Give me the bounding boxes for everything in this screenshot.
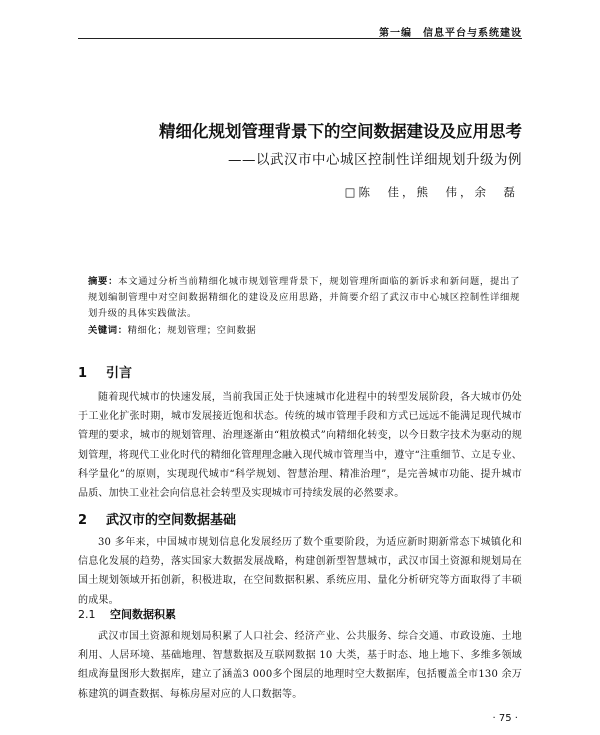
keywords-text: 精细化；规划管理；空间数据	[127, 325, 257, 336]
section-title: 引言	[106, 366, 133, 381]
abstract-label: 摘要：	[88, 276, 119, 287]
section-title: 武汉市的空间数据基础	[106, 513, 237, 528]
section-1-paragraph: 随着现代城市的快速发展，当前我国正处于快速城市化进程中的转型发展阶段，各大城市仍处于工业化扩张时期，城市发展接近饱和状态。传统的城市管理手段和方式已远远不能满足现代城市管理的要求，城市的规划管理、治理逐渐由“粗放模式”向精细化转变，以今日数字技术为驱动的规划管理，将现代工业化时代的精细化管理理念融入现代城市管理当中，遵守“注重细节、立足专业、科学量化”的原则，实现现代城市“科学规划、智慧治理、精准治理”，是完善城市功能、提升城市品质、加快工业社会向信息社会转型及实现城市可持续发展的必然要求。	[78, 392, 522, 500]
section-number: 2	[78, 513, 88, 528]
article-authors: □陈 佳，熊 伟，余 磊	[344, 185, 518, 199]
subsection-2-1-paragraph: 武汉市国土资源和规划局积累了人口社会、经济产业、公共服务、综合交通、市政设施、土地利用、人居环境、基础地理、智慧数据及互联网数据 10 大类，基于时态、地上地下、多维多领域组成海量图形大数据库，建立了涵盖3 000多个图层的地理时空大数据库，包括覆盖全市130 余万栋建筑的调查数据、每栋房屋对应的人口数据等。	[78, 631, 522, 700]
keywords	[88, 322, 256, 336]
article-title: 精细化规划管理背景下的空间数据建设及应用思考	[159, 122, 522, 141]
subsection-heading-2-1	[78, 606, 176, 622]
keywords-label: 关键词：	[88, 325, 128, 336]
section-heading-1	[78, 362, 132, 381]
article-subtitle: ——以武汉市中心城区控制性详细规划升级为例	[228, 152, 522, 168]
abstract	[88, 274, 520, 322]
page-number: · 75 ·	[492, 713, 518, 724]
subsection-number: 2.1	[78, 608, 96, 621]
section-2-paragraph: 30 多年来，中国城市规划信息化发展经历了数个重要阶段，为适应新时期新常态下城镇化和信息化发展的趋势，落实国家大数据发展战略，构建创新型智慧城市，武汉市国土资源和规划局在国土规划领域开拓创新，积极进取，在空间数据积累、系统应用、量化分析研究等方面取得了丰硕的成果。	[78, 537, 522, 606]
abstract-text: 本文通过分析当前精细化城市规划管理背景下，规划管理所面临的新诉求和新问题，提出了规划编制管理中对空间数据精细化的建设及应用思路，并简要介绍了武汉市中心城区控制性详细规划升级的具体实践做法。	[88, 276, 520, 319]
subsection-title: 空间数据积累	[110, 608, 176, 621]
section-number: 1	[78, 366, 88, 381]
running-title: 第一编 信息平台与系统建设	[379, 28, 522, 39]
section-heading-2	[78, 509, 236, 528]
running-header	[78, 24, 522, 39]
